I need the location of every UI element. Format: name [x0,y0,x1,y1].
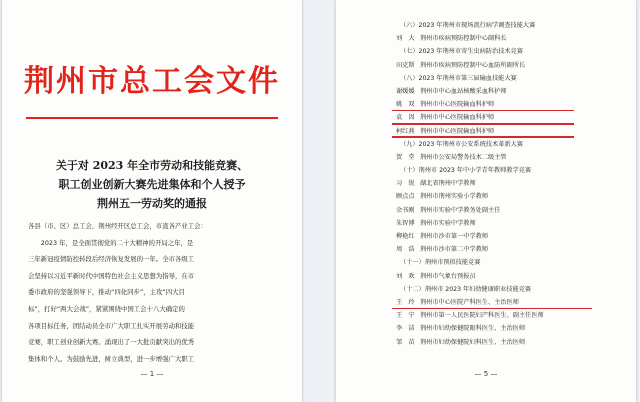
awardee-row [396,217,632,230]
awardee-title: 荆州市公安局警务技术二级主管 [420,153,507,161]
awardee-title: 荆州市沙市第一中学教师 [420,233,489,240]
title-line: 职工创业创新大赛先进集体和个人授予 [58,178,246,191]
awardee-title: 荆州市中心医院输血科护师 [420,101,495,109]
awardee-title: 荆州市疾病预防控制中心副科长 [420,35,507,43]
competition-heading: （六）2023 年荆州市现场流行病学调查技能大赛 [400,22,536,29]
document-page-5 [336,0,636,402]
awardee-row [396,177,632,190]
awardee-name: 朱智博 [396,219,415,227]
awardee-name: 余书刚 [396,206,415,214]
competition-heading: （十二）荆州市 2023 年妇幼健康职业技能竞赛 [400,285,532,293]
awardee-row [396,243,632,256]
body-line: 委市政府的坚强领导下，推动“四化同步”，主攻“四大目 [28,288,185,297]
body-line: 各项目标任务，团结动员全市广大职工扎实开展劳动和技能 [28,321,195,330]
awardee-name: 谢媛媛 [396,87,415,95]
awardee-title: 湖北省荆州中学教师 [420,180,476,188]
awardee-name: 习 锐 [396,180,415,188]
awardee-name: 王 宁 [396,312,415,320]
awardee-name: 柳艳红 [396,233,415,240]
title-line: 荆州五一劳动奖的通报 [97,197,207,210]
awardee-row [396,309,632,322]
competition-heading: （九）2023 年荆州市公安系统技术革新大赛 [400,140,523,148]
awardee-row [396,296,632,309]
awardee-title: 荆州市疾病预防控制中心血防所副所长 [420,61,526,69]
awardee-row [396,59,632,72]
title-line: 关于对 2023 年全市劳动和技能竞赛、 [55,159,249,172]
awardee-row [396,98,632,111]
competition-heading: （十一）荆州市预拟技能竞赛 [400,259,481,267]
awardee-name: 周 浩 [396,246,415,254]
body-line: 竞赛，职工创业创新大赛。涌现出了一大批贡献突出的优秀 [28,338,195,347]
awardee-title: 荆州市实验中学教务处副主任 [420,206,501,214]
document-page-1 [2,0,302,402]
awardee-title: 荆州市中心医院输血科护师 [420,127,495,135]
awardee-name: 刘 大 [396,35,415,43]
awardee-title: 荆州市中心医院产科医生、主治医师 [420,298,519,306]
awardee-row [396,322,632,335]
body-line: 标”，打好“两大会战”，紧紧围绕中国工会十八大确定的 [28,304,185,313]
page-number: — 5 — [474,370,498,378]
awardee-title: 荆州市妇幼保健院妇科医生、主治医师 [420,338,526,346]
awardee-name: 邹 苗 [396,338,415,346]
body-line: 三年新冠疫情防控转段后经济恢复发展的一年。全市各级工 [28,255,195,264]
awardee-row [396,85,632,98]
awardee-title: 荆州市实验中学教师 [420,219,476,227]
awardee-title: 荆州市中心医院输血科护师 [420,114,495,122]
awardee-name: 袁 因 [396,114,415,122]
competition-heading: （七）2023 年荆州市寄生虫病防治技术竞赛 [400,48,523,56]
awardee-title: 荆州市第一人民医院妇产科医生、副主任医师 [420,312,544,320]
awardee-row [396,270,632,283]
awardee-row [396,32,632,45]
masthead-red-rule [26,117,278,119]
document-body [28,218,278,367]
awardee-title: 荆州市气象台预报员 [420,272,476,280]
awardee-title: 荆州市荆州实验小学教师 [420,193,489,201]
awardee-row [396,230,632,243]
body-line: 会坚持以习近平新时代中国特色社会主义思想为指导，在市 [28,271,195,280]
awardee-name: 李 洁 [396,325,415,333]
awardee-name: 田克斯 [396,61,415,69]
awardee-row [396,151,632,164]
awardee-name: 姚 双 [396,101,415,109]
awardee-row [396,190,632,203]
awardee-row [396,336,632,349]
awardee-name: 柯红燕 [396,127,415,135]
awardee-row [396,204,632,217]
awardee-row [396,125,632,138]
document-masthead: 荆州市总工会文件 [24,64,280,99]
document-title [22,156,282,213]
awardee-row [396,111,632,124]
awardee-name: 顾点点 [396,193,415,201]
awardee-name: 贺 堂 [396,153,415,161]
award-list [396,19,632,349]
competition-heading: （八）2023 年荆州市第三届输血技能大赛 [400,74,517,82]
awardee-title: 荆州市妇幼保健院眼科医生、主治医师 [420,325,526,333]
awardee-title: 荆州市中心血站核酸采血科护师 [420,87,507,95]
awardee-name: 王 玲 [396,298,415,306]
body-line: 2023 年，是全面贯彻党的二十大精神的开局之年，是 [40,238,194,247]
page-number: — 1 — [140,370,164,378]
competition-heading: （十）荆州市 2023 年中小学青年教师教学竞赛 [400,167,532,175]
salutation: 各县（市、区）总工会，荆州经开区总工会，市直各产业工会： [28,222,207,230]
awardee-name: 刘 欢 [396,272,415,280]
body-line: 集体和个人。为鼓励先进，树立典型，进一步增强广大职工 [28,354,195,363]
awardee-title: 荆州市沙市第二中学教师 [420,246,489,254]
